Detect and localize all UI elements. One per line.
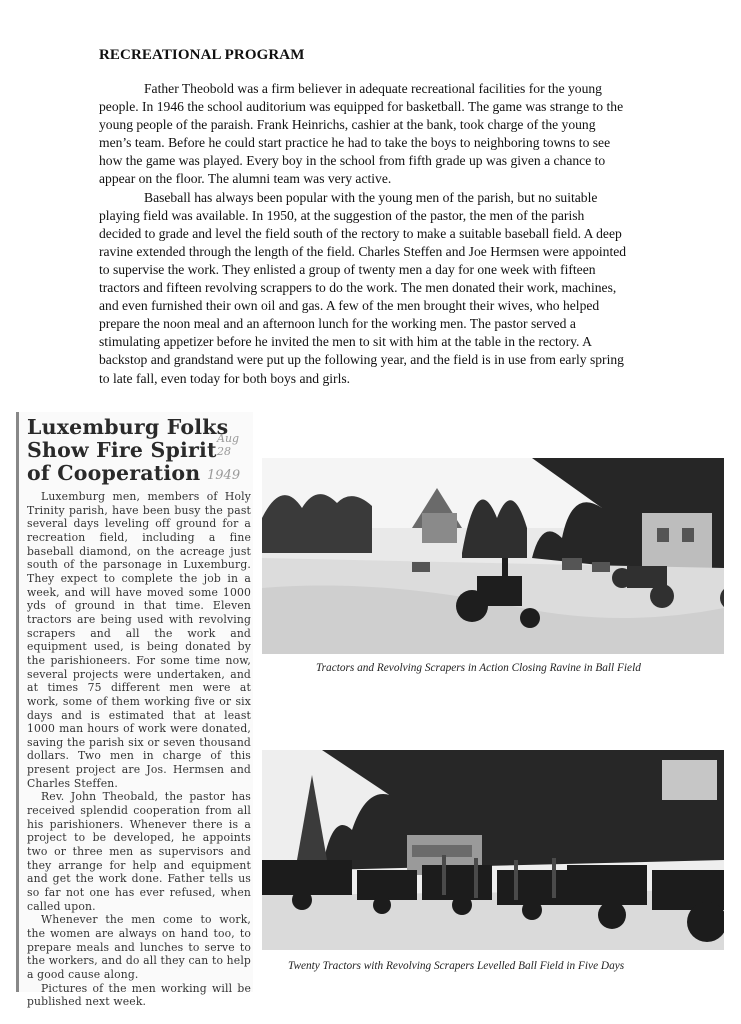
- photo-caption: Tractors and Revolving Scrapers in Action Closing Ravine in Ball Field: [316, 662, 641, 674]
- clipping-paragraph: Luxemburg men, members of Holy Trinity parish, have been busy the past several days leveling off ground for a recreation field, including a fine baseball diamond, on the acreage just south of the parsonage in Luxemburg. They expect to complete the job in a week, and will have moved some 1000 yds of ground in that time. Eleven tractors are being used with revolving scrapers and all the work and equipment used, is being donated by the parishioneers. For some time now, several projects were undertaken, and at times 75 different men were at work, some of them working five or six days and is estimated that at least 1000 man hours of work were donated, saving the parish six or seven thousand dollars. Two men in charge of this present project are Jos. Hermsen and Charles Steffen.: [27, 490, 251, 790]
- photo-tractors-closing-ravine: [262, 458, 724, 654]
- paragraph: Baseball has always been popular with the young men of the parish, but no suitable playing field was available. In 1950, at the suggestion of the pastor, the men of the parish decided to grade and level the field south of the rectory to make a suitable baseball field. A deep ravine extended through the length of the field. Charles Steffen and Joe Hermsen were appointed to supervise the work. They enlisted a group of twenty men a day for one week with fifteen tractors and fifteen revolving scrappers to do the work. The men donated their work, machines, and even furnished their own oil and gas. A few of the men brought their wives, who helped prepare the noon meal and an afternoon lunch for the working men. The pastor served a stimulating appetizer before he invited the men to sit with him at the table in the rectory. A backstop and grandstand were put up the following year, and the field is in use from early spring to late fall, even today for both boys and girls.: [99, 189, 627, 386]
- newspaper-clipping: [16, 412, 253, 1009]
- section-title: RECREATIONAL PROGRAM: [99, 47, 305, 63]
- clipping-paragraph: Whenever the men come to work, the women are always on hand too, to prepare meals and lunches to serve to the workers, and do all they can to help a good cause along.: [27, 913, 251, 981]
- handwritten-date: Aug 28: [217, 432, 240, 458]
- body-text: [99, 80, 629, 388]
- clipping-body: [27, 490, 251, 1009]
- headline-line: Show Fire Spirit: [27, 438, 217, 462]
- headline-line: of Cooperation: [27, 461, 201, 485]
- headline-line: Luxemburg Folks: [27, 415, 229, 439]
- clipping-paragraph: Rev. John Theobald, the pastor has received splendid cooperation from all his parishioners. Whenever there is a project to be developed, he appoints two or three men as supervisors and they arrange for help and equipment and get the work done. Father tells us so far not one has ever refused, when called upon.: [27, 790, 251, 913]
- photo-caption: Twenty Tractors with Revolving Scrapers Levelled Ball Field in Five Days: [288, 960, 625, 972]
- handwritten-year: 1949: [207, 468, 241, 483]
- photo-twenty-tractors: [262, 750, 724, 950]
- clipping-paragraph: Pictures of the men working will be published next week.: [27, 981, 251, 1009]
- paragraph: Father Theobold was a firm believer in adequate recreational facilities for the young people. In 1946 the school auditorium was equipped for basketball. The game was strange to the young people of the paraish. Frank Heinrichs, cashier at the bank, took charge of the young men’s team. Before he could start practice he had to take the boys to neighboring towns to see how the game was played. Every boy in the school from fifth grade up was given a chance to appear on the floor. The alumni team was very active.: [99, 81, 624, 187]
